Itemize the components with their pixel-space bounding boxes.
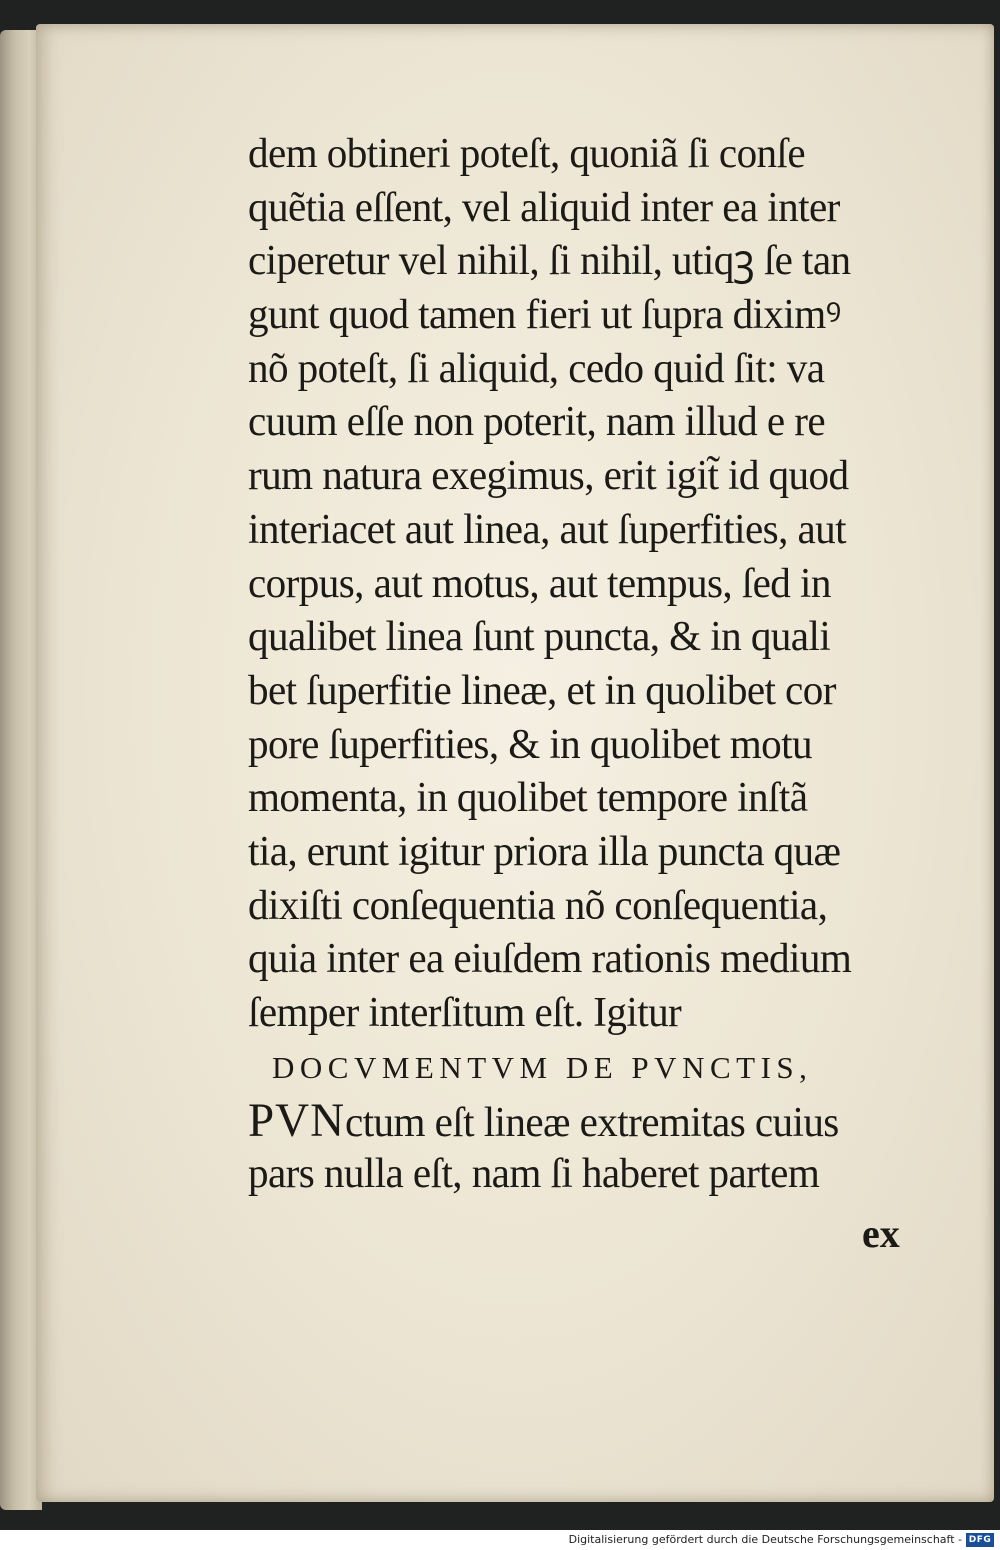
catchword: ex	[862, 1211, 900, 1256]
footer-credit: Digitalisierung gefördert durch die Deutsche Forschungsgemeinschaft -	[568, 1533, 962, 1546]
text-line: tia, erunt igitur priora illa puncta quæ	[248, 828, 841, 875]
text-line: rum natura exegimus, erit igit̃ id quod	[248, 453, 849, 500]
lead-capitals: PVN	[248, 1094, 346, 1148]
text-line: cuum eſſe non poterit, nam illud e re	[248, 399, 826, 446]
text-line: interiacet aut linea, aut ſuperfities, aut	[248, 506, 846, 553]
text-line: pars nulla eſt, nam ſi haberet partem	[248, 1151, 820, 1198]
page-text-block	[248, 128, 938, 1202]
paragraph-first-line	[248, 1094, 924, 1148]
text-line: pore ſuperfities, & in quolibet motu	[248, 721, 812, 768]
text-line: gunt quod tamen fieri ut ſupra diximꝰ	[248, 292, 841, 339]
text-line: qualibet linea ſunt puncta, & in quali	[248, 614, 831, 661]
text-line: corpus, aut motus, aut tempus, ſed in	[248, 560, 831, 607]
section-heading: DOCVMENTVM DE PVNCTIS,	[272, 1049, 813, 1085]
text-line: ciperetur vel nihil, ſi nihil, utiqꝫ ſe tan	[248, 238, 851, 285]
dfg-logo: DFG	[966, 1533, 994, 1547]
text-line: momenta, in quolibet tempore inſtã	[248, 775, 808, 822]
text-line: quẽtia eſſent, vel aliquid inter ea inter	[248, 184, 840, 231]
text-line: ſemper interſitum eſt. Igitur	[248, 990, 682, 1036]
paragraph-first-line-text: ctum eſt lineæ extremitas cuius	[345, 1100, 839, 1147]
text-line: bet ſuperfitie lineæ, et in quolibet cor	[248, 667, 836, 714]
text-line: nõ poteſt, ſi aliquid, cedo quid ſit: va	[248, 345, 825, 392]
footer-bar	[0, 1530, 1000, 1550]
text-line: dem obtineri poteſt, quoniã ſi conſe	[248, 131, 806, 177]
text-line: quia inter ea eiuſdem rationis medium	[248, 936, 852, 983]
text-line: dixiſti conſequentia nõ conſequentia,	[248, 882, 828, 929]
